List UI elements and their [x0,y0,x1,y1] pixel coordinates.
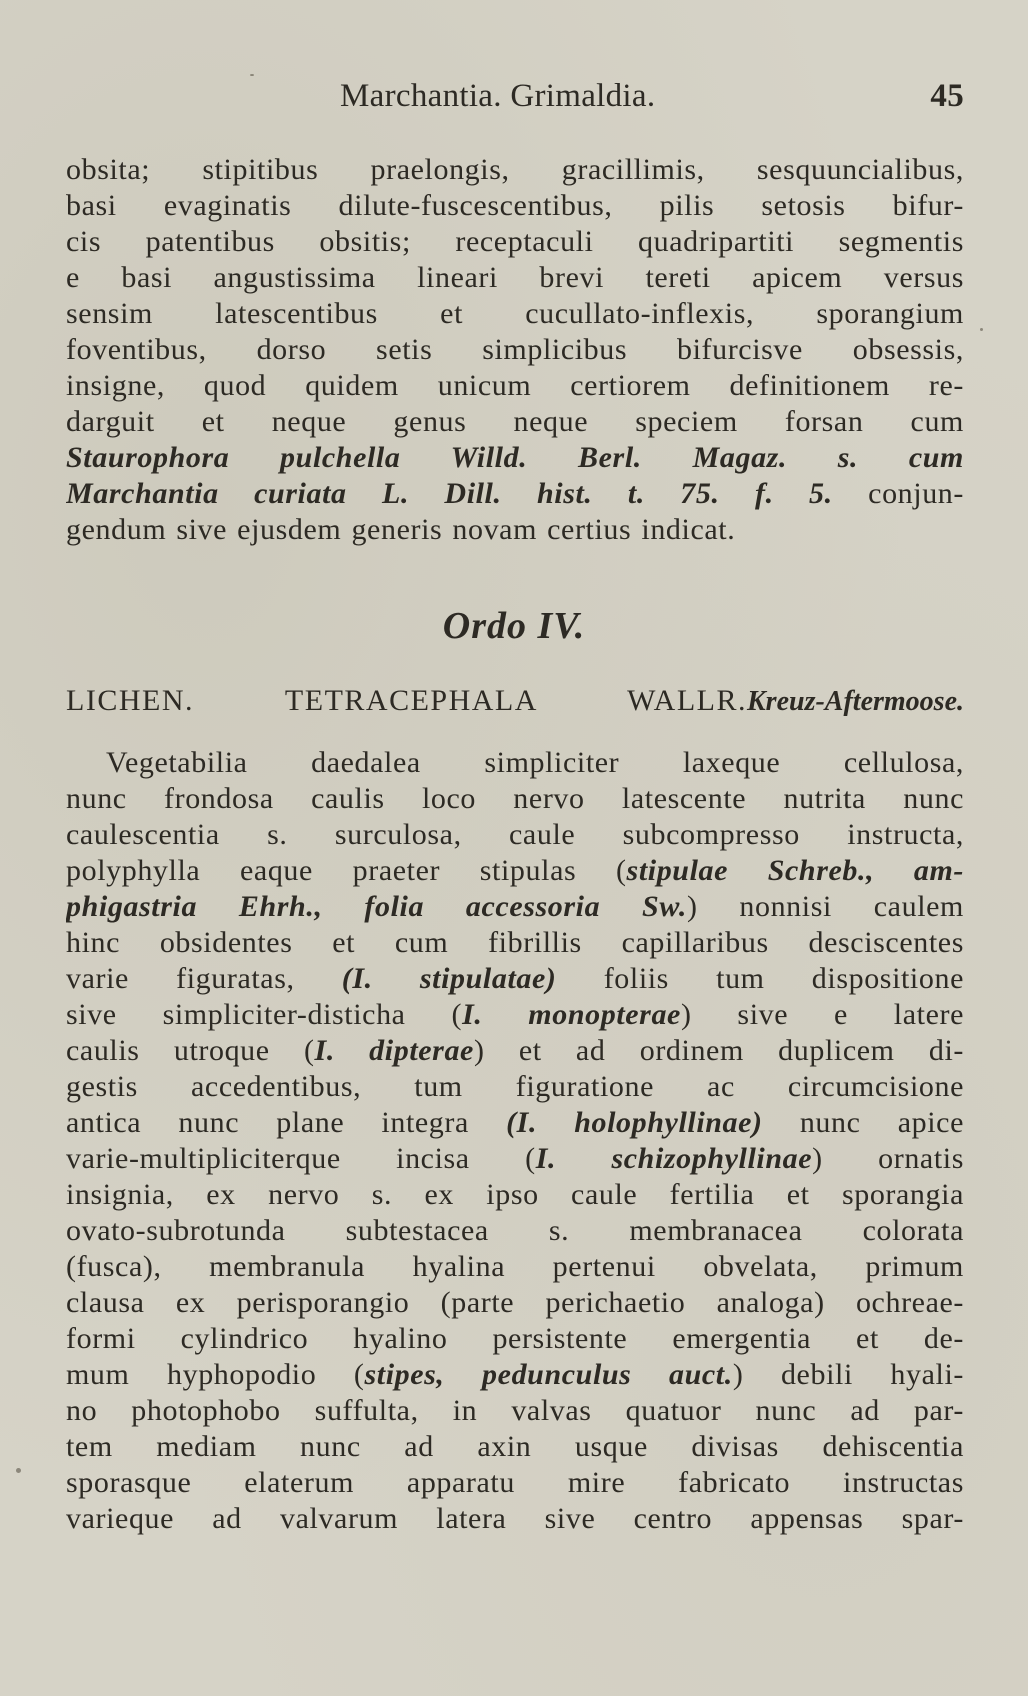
page-number: 45 [930,78,964,114]
paragraph-lichen [66,745,964,1537]
section-heading-latin: LICHEN. TETRACEPHALA WALLR. [66,684,747,717]
running-head-title: Marchantia. Grimaldia. [340,78,656,114]
text-line [66,440,964,476]
text-line: gendum sive ejusdem generis novam certius indicat. [66,513,736,546]
text-line: nunc frondosa caulis loco nervo latescente nutrita nunc [66,782,964,815]
ordo-heading: Ordo IV. [442,605,586,647]
text-line: caulis utroque (I. dipterae) et ad ordinem duplicem di- [66,1034,964,1067]
section-heading-german: Kreuz-Aftermoose. [747,686,964,717]
text-line: formi cylindrico hyalino persistente emergentia et de- [66,1322,964,1355]
text-line: e basi angustissima lineari brevi tereti apicem versus [66,261,964,294]
text-line: varie-multipliciterque incisa (I. schizophyllinae) ornatis [66,1142,964,1175]
text-line: foventibus, dorso setis simplicibus bifurcisve obsessis, [66,333,964,366]
text-line: obsita; stipitibus praelongis, gracillimis, sesquuncialibus, [66,153,964,186]
paper-speck [250,74,254,76]
text-line: clausa ex perisporangio (parte perichaetio analoga) ochreae- [66,1286,964,1319]
text-line: mum hyphopodio (stipes, pedunculus auct.) debili hyali- [66,1358,964,1391]
italic-citation: Staurophora pulchella Willd. Berl. Magaz. s. cum [66,441,964,474]
text-line: phigastria Ehrh., folia accessoria Sw.) nonnisi caulem [66,890,964,923]
text-line: cis patentibus obsitis; receptaculi quadripartiti segmentis [66,225,964,258]
text-line: ovato-subrotunda subtestacea s. membranacea colorata [66,1214,964,1247]
section-heading [66,684,964,724]
text-line: insignia, ex nervo s. ex ipso caule fertilia et sporangia [66,1178,964,1211]
text-line: (fusca), membranula hyalina pertenui obvelata, primum [66,1250,964,1283]
running-head [66,78,964,122]
paper-speck [980,328,983,331]
text-line: polyphylla eaque praeter stipulas (stipulae Schreb., am- [66,854,964,887]
paragraph-marchantia [66,152,964,548]
text-line: sive simpliciter-disticha (I. monopterae) sive e latere [66,998,964,1031]
text-line: caulescentia s. surculosa, caule subcompresso instructa, [66,818,964,851]
text-line: antica nunc plane integra (I. holophyllinae) nunc apice [66,1106,964,1139]
text-line: gestis accedentibus, tum figuratione ac circumcisione [66,1070,964,1103]
text-line: hinc obsidentes et cum fibrillis capillaribus desciscentes [66,926,964,959]
text-line: basi evaginatis dilute-fuscescentibus, pilis setosis bifur- [66,189,964,222]
text-line: Vegetabilia daedalea simpliciter laxeque cellulosa, [106,746,964,779]
text-line: tem mediam nunc ad axin usque divisas dehiscentia [66,1430,964,1463]
text-line: varie figuratas, (I. stipulatae) foliis tum dispositione [66,962,964,995]
text-line: darguit et neque genus neque speciem forsan cum [66,405,964,438]
paper-speck [16,1468,21,1473]
text-line: Marchantia curiata L. Dill. hist. t. 75. f. 5. conjun- [66,477,964,510]
text-line: no photophobo suffulta, in valvas quatuor nunc ad par- [66,1394,964,1427]
text-line: sensim latescentibus et cucullato-inflexis, sporangium [66,297,964,330]
italic-citation: Marchantia curiata L. Dill. hist. t. 75. f. 5. [66,477,833,510]
text-line: insigne, quod quidem unicum certiorem definitionem re- [66,369,964,402]
text-line: varieque ad valvarum latera sive centro appensas spar- [66,1502,964,1535]
text-line: sporasque elaterum apparatu mire fabricato instructas [66,1466,964,1499]
